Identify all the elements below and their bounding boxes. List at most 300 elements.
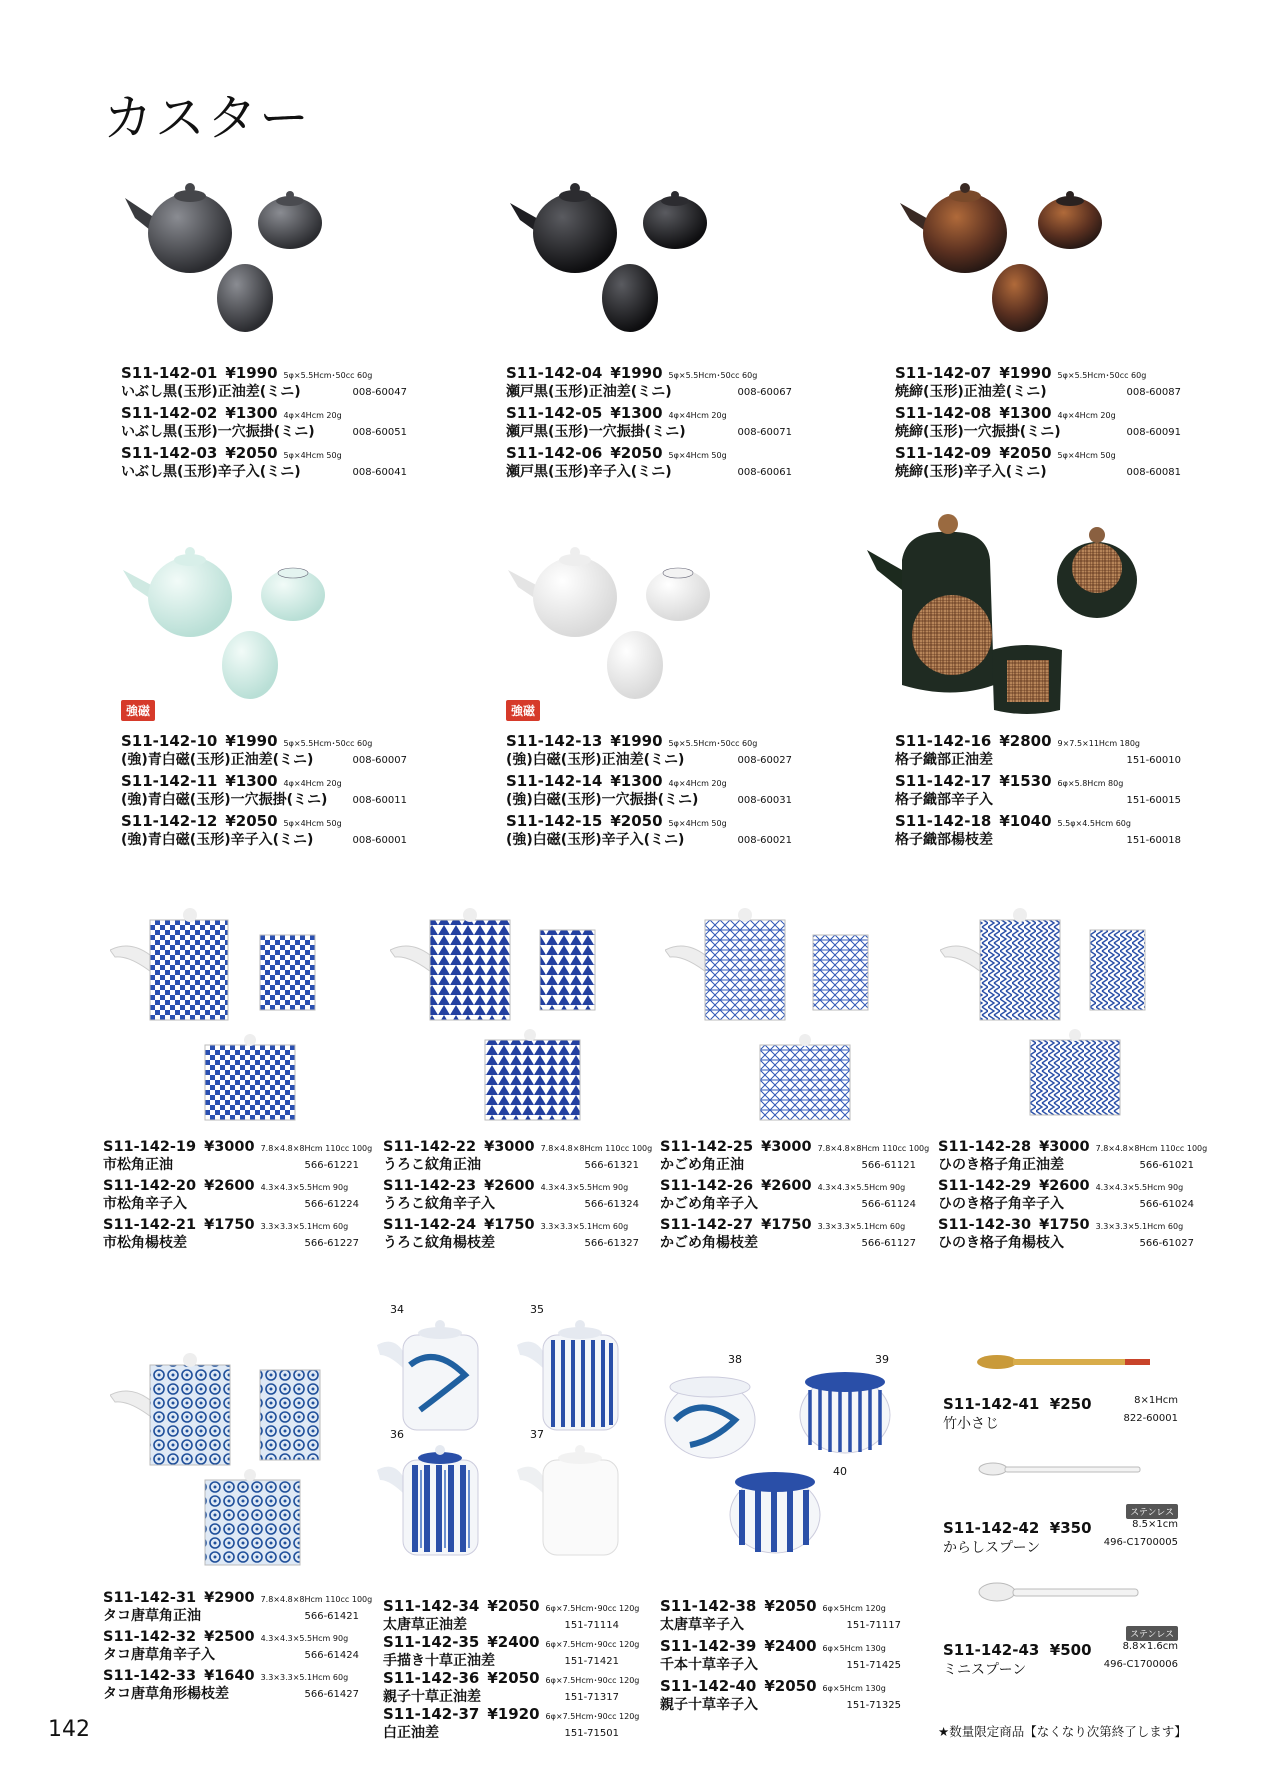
item-jan: 151-71117	[846, 1620, 901, 1631]
item-name: からしスプーン	[943, 1540, 1041, 1556]
item-price: ¥1750	[761, 1217, 812, 1233]
item-spec: 3.3×3.3×5.1Hcm 60g	[540, 1222, 629, 1231]
item-name: (強)青白磁(玉形)辛子入(ミニ)	[121, 832, 314, 848]
product-item	[506, 405, 796, 441]
product-photo-tako-karakusa	[110, 1340, 330, 1570]
item-name: いぶし黒(玉形)辛子入(ミニ)	[121, 464, 301, 480]
product-photo-tegaki-tokusa-shoyu	[515, 1315, 635, 1435]
item-jan: 008-60051	[352, 427, 407, 438]
product-photo-oyako-tokusa-karashi	[720, 1460, 830, 1560]
item-name: 親子十草正油差	[383, 1689, 481, 1705]
item-code: S11-142-11	[121, 772, 218, 790]
product-item	[103, 1178, 363, 1213]
item-name: いぶし黒(玉形)正油差(ミニ)	[121, 384, 301, 400]
product-item	[383, 1217, 643, 1252]
product-item	[383, 1669, 640, 1706]
item-jan: 151-60015	[1126, 795, 1181, 806]
item-price: ¥2050	[764, 1597, 817, 1615]
group-yakishime	[895, 365, 1185, 485]
item-jan: 151-71425	[846, 1660, 901, 1671]
item-spec: 5φ×5.5Hcm･50cc 60g	[283, 739, 373, 748]
badge-kyoji: 強磁	[506, 700, 540, 721]
item-jan: 566-61327	[584, 1238, 639, 1249]
item-jan: 566-61324	[584, 1199, 639, 1210]
product-item	[660, 1139, 930, 1174]
product-item	[103, 1629, 363, 1664]
product-item	[506, 813, 796, 849]
item-price: ¥1300	[610, 404, 663, 422]
item-name: 瀬戸黒(玉形)一穴振掛(ミニ)	[506, 424, 686, 440]
item-price: ¥2050	[764, 1677, 817, 1695]
product-item	[103, 1590, 373, 1625]
item-jan: 566-61127	[861, 1238, 916, 1249]
product-item	[938, 1178, 1198, 1213]
product-item	[103, 1668, 363, 1703]
item-price: ¥1990	[225, 364, 278, 382]
item-code: S11-142-31	[103, 1590, 197, 1606]
item-spec: 7.8×4.8×8Hcm 110cc 100g	[1095, 1144, 1208, 1153]
product-item	[895, 405, 1185, 441]
product-item	[383, 1633, 640, 1670]
product-photo-oyako-tokusa-shoyu	[375, 1440, 495, 1560]
item-spec: 6φ×5Hcm 120g	[822, 1604, 886, 1613]
item-price: ¥1300	[999, 404, 1052, 422]
item-jan: 151-71421	[564, 1656, 619, 1667]
item-code: S11-142-35	[383, 1633, 480, 1651]
item-jan: 566-61424	[304, 1650, 359, 1661]
item-spec: 5.5φ×4.5Hcm 60g	[1057, 819, 1131, 828]
item-code: S11-142-23	[383, 1178, 477, 1194]
item-price: ¥2050	[610, 812, 663, 830]
group-hinoki-koshi	[938, 1139, 1208, 1256]
item-code: S11-142-10	[121, 732, 218, 750]
item-name: (強)青白磁(玉形)正油差(ミニ)	[121, 752, 314, 768]
item-spec: 4.3×4.3×5.5Hcm 90g	[260, 1634, 349, 1643]
item-price: ¥1990	[999, 364, 1052, 382]
group-hakuji	[506, 733, 796, 853]
item-jan: 566-61221	[304, 1160, 359, 1171]
badge-kyoji: 強磁	[121, 700, 155, 721]
item-name: かごめ角楊枝差	[660, 1235, 758, 1251]
item-spec: 4.3×4.3×5.5Hcm 90g	[540, 1183, 629, 1192]
product-item	[103, 1139, 373, 1174]
item-spec: 9×7.5×11Hcm 180g	[1057, 739, 1141, 748]
product-item	[895, 365, 1185, 401]
item-name: かごめ角辛子入	[660, 1196, 758, 1212]
photo-number: 35	[530, 1303, 544, 1316]
item-code: S11-142-16	[895, 732, 992, 750]
product-item	[895, 445, 1185, 481]
item-name: タコ唐草角形楊枝差	[103, 1686, 229, 1702]
item-spec: 8×1Hcm	[1134, 1395, 1178, 1406]
item-spec: 4φ×4Hcm 20g	[1057, 411, 1116, 420]
item-price: ¥1750	[1039, 1217, 1090, 1233]
item-name: ひのき格子角辛子入	[938, 1196, 1064, 1212]
item-price: ¥2600	[484, 1178, 535, 1194]
item-name: ひのき格子角正油差	[938, 1157, 1064, 1173]
item-jan: 008-60081	[1126, 467, 1181, 478]
item-name: (強)白磁(玉形)辛子入(ミニ)	[506, 832, 685, 848]
item-price: ¥2400	[487, 1633, 540, 1651]
item-code: S11-142-15	[506, 812, 603, 830]
item-code: S11-142-18	[895, 812, 992, 830]
item-jan: 151-60018	[1126, 835, 1181, 846]
item-spec: 3.3×3.3×5.1Hcm 60g	[1095, 1222, 1184, 1231]
item-jan: 008-60071	[737, 427, 792, 438]
item-jan: 008-60031	[737, 795, 792, 806]
item-name: ミニスプーン	[943, 1662, 1027, 1678]
product-item	[121, 445, 411, 481]
item-price: ¥1300	[610, 772, 663, 790]
item-jan: 566-61421	[304, 1611, 359, 1622]
item-price: ¥3000	[204, 1139, 255, 1155]
item-jan: 008-60011	[352, 795, 407, 806]
item-code: S11-142-40	[660, 1677, 757, 1695]
item-name: うろこ紋角辛子入	[383, 1196, 495, 1212]
item-code: S11-142-36	[383, 1669, 480, 1687]
item-code: S11-142-06	[506, 444, 603, 462]
item-code: S11-142-17	[895, 772, 992, 790]
item-spec: 7.8×4.8×8Hcm 110cc 100g	[540, 1144, 653, 1153]
product-item	[895, 733, 1185, 769]
photo-number: 38	[728, 1353, 742, 1366]
item-code: S11-142-08	[895, 404, 992, 422]
item-code: S11-142-34	[383, 1597, 480, 1615]
product-photo-yakishime	[890, 168, 1130, 348]
item-spec: 5φ×5.5Hcm･50cc 60g	[668, 739, 758, 748]
product-item	[103, 1217, 363, 1252]
item-code: S11-142-07	[895, 364, 992, 382]
item-jan: 008-60087	[1126, 387, 1181, 398]
item-jan: 566-61224	[304, 1199, 359, 1210]
photo-number: 37	[530, 1428, 544, 1441]
item-code: S11-142-21	[103, 1217, 197, 1233]
item-name: (強)白磁(玉形)一穴振掛(ミニ)	[506, 792, 699, 808]
item-spec: 7.8×4.8×8Hcm 110cc 100g	[260, 1595, 373, 1604]
item-jan: 566-61321	[584, 1160, 639, 1171]
item-code: S11-142-25	[660, 1139, 754, 1155]
product-item	[121, 365, 411, 401]
item-jan: 008-60047	[352, 387, 407, 398]
product-photo-kagome	[665, 895, 885, 1125]
item-spec: 3.3×3.3×5.1Hcm 60g	[260, 1222, 349, 1231]
product-photo-futo-karakusa-shoyu	[375, 1315, 495, 1435]
item-jan: 151-71325	[846, 1700, 901, 1711]
group-seto-black	[506, 365, 796, 485]
item-spec: 4φ×4Hcm 20g	[283, 411, 342, 420]
page-number: 142	[48, 1717, 90, 1742]
item-price: ¥350	[1049, 1519, 1092, 1537]
item-name: うろこ紋角正油	[383, 1157, 481, 1173]
item-spec: 5φ×5.5Hcm･50cc 60g	[283, 371, 373, 380]
product-photo-mini-spoon	[975, 1580, 1145, 1606]
item-name: 千本十草辛子入	[660, 1657, 758, 1673]
item-name: 格子織部辛子入	[895, 792, 993, 808]
item-jan: 008-60091	[1126, 427, 1181, 438]
item-code: S11-142-37	[383, 1705, 480, 1723]
item-code: S11-142-13	[506, 732, 603, 750]
product-photo-shiro-shoyu	[515, 1440, 635, 1560]
item-code: S11-142-12	[121, 812, 218, 830]
item-price: ¥250	[1049, 1395, 1092, 1413]
product-photo-hakuji	[500, 535, 740, 715]
photo-number: 36	[390, 1428, 404, 1441]
item-name: 焼締(玉形)一穴振掛(ミニ)	[895, 424, 1061, 440]
product-item	[121, 813, 411, 849]
item-code: S11-142-43	[943, 1641, 1040, 1659]
item-name: (強)青白磁(玉形)一穴振掛(ミニ)	[121, 792, 328, 808]
item-jan: 151-71114	[564, 1620, 619, 1631]
item-spec: 5φ×4Hcm 50g	[668, 451, 727, 460]
item-name: (強)白磁(玉形)正油差(ミニ)	[506, 752, 685, 768]
product-item	[660, 1638, 905, 1674]
item-code: S11-142-14	[506, 772, 603, 790]
item-jan: 008-60067	[737, 387, 792, 398]
item-spec: 5φ×5.5Hcm･50cc 60g	[668, 371, 758, 380]
item-price: ¥2900	[204, 1590, 255, 1606]
product-item	[660, 1217, 920, 1252]
item-jan: 822-60001	[1123, 1413, 1178, 1424]
item-name: 焼締(玉形)辛子入(ミニ)	[895, 464, 1047, 480]
item-spec: 4.3×4.3×5.5Hcm 90g	[1095, 1183, 1184, 1192]
item-price: ¥2600	[204, 1178, 255, 1194]
product-item	[121, 733, 411, 769]
item-name: タコ唐草角正油	[103, 1608, 201, 1624]
item-price: ¥1990	[610, 732, 663, 750]
item-price: ¥1990	[225, 732, 278, 750]
product-photo-futo-karakusa-karashi	[655, 1365, 765, 1465]
product-item	[506, 445, 796, 481]
item-jan: 008-60027	[737, 755, 792, 766]
product-item	[121, 773, 411, 809]
item-jan: 151-71501	[564, 1728, 619, 1739]
product-item	[383, 1178, 643, 1213]
item-jan: 566-61024	[1139, 1199, 1194, 1210]
item-spec: 6φ×7.5Hcm･90cc 120g	[545, 1604, 640, 1613]
product-photo-seihakuji	[115, 535, 355, 715]
item-price: ¥1040	[999, 812, 1052, 830]
item-price: ¥1640	[204, 1668, 255, 1684]
product-photo-ichimatsu	[110, 895, 330, 1125]
item-code: S11-142-26	[660, 1178, 754, 1194]
group-tako-karakusa	[103, 1590, 373, 1707]
item-name: 太唐草辛子入	[660, 1617, 744, 1633]
item-price: ¥2050	[487, 1669, 540, 1687]
item-spec: 4φ×4Hcm 20g	[283, 779, 342, 788]
item-jan: 151-60010	[1126, 755, 1181, 766]
spoon-item	[943, 1395, 1178, 1433]
photo-number: 40	[833, 1465, 847, 1478]
page-title: カスター	[103, 89, 311, 147]
group-shoyu-sashi	[383, 1597, 640, 1742]
item-name: 市松角正油	[103, 1157, 173, 1173]
item-spec: 6φ×7.5Hcm･90cc 120g	[545, 1640, 640, 1649]
item-spec: 3.3×3.3×5.1Hcm 60g	[817, 1222, 906, 1231]
item-price: ¥1750	[484, 1217, 535, 1233]
item-price: ¥3000	[484, 1139, 535, 1155]
product-item	[383, 1705, 640, 1742]
item-code: S11-142-27	[660, 1217, 754, 1233]
group-seihakuji	[121, 733, 411, 853]
item-spec: 4.3×4.3×5.5Hcm 90g	[260, 1183, 349, 1192]
item-name: 市松角辛子入	[103, 1196, 187, 1212]
item-code: S11-142-03	[121, 444, 218, 462]
item-code: S11-142-05	[506, 404, 603, 422]
item-name: いぶし黒(玉形)一穴振掛(ミニ)	[121, 424, 315, 440]
material-tag: ステンレス	[1126, 1504, 1178, 1519]
item-name: 瀬戸黒(玉形)辛子入(ミニ)	[506, 464, 672, 480]
item-code: S11-142-01	[121, 364, 218, 382]
item-price: ¥3000	[761, 1139, 812, 1155]
item-spec: 6φ×5.8Hcm 80g	[1057, 779, 1124, 788]
item-price: ¥2050	[487, 1597, 540, 1615]
item-price: ¥2050	[610, 444, 663, 462]
item-jan: 496-C1700005	[1103, 1537, 1178, 1548]
product-photo-koshi-oribe	[862, 510, 1142, 720]
item-name: タコ唐草角辛子入	[103, 1647, 215, 1663]
item-price: ¥1920	[487, 1705, 540, 1723]
product-item	[506, 773, 796, 809]
item-spec: 5φ×5.5Hcm･50cc 60g	[1057, 371, 1147, 380]
product-photo-bamboo-spoon	[975, 1350, 1155, 1380]
item-spec: 5φ×4Hcm 50g	[283, 451, 342, 460]
item-spec: 4.3×4.3×5.5Hcm 90g	[817, 1183, 906, 1192]
group-kagome	[660, 1139, 930, 1256]
item-name: 白正油差	[383, 1725, 439, 1741]
item-code: S11-142-41	[943, 1395, 1040, 1413]
item-price: ¥2600	[761, 1178, 812, 1194]
product-item	[383, 1597, 640, 1634]
item-jan: 008-60061	[737, 467, 792, 478]
product-photo-ibushi-black	[115, 168, 355, 348]
item-jan: 566-61021	[1139, 1160, 1194, 1171]
item-spec: 5φ×4Hcm 50g	[668, 819, 727, 828]
item-spec: 4φ×4Hcm 20g	[668, 411, 727, 420]
item-name: 親子十草辛子入	[660, 1697, 758, 1713]
product-item	[660, 1598, 905, 1634]
item-jan: 008-60021	[737, 835, 792, 846]
product-item	[660, 1178, 920, 1213]
item-price: ¥2050	[225, 812, 278, 830]
item-jan: 566-61227	[304, 1238, 359, 1249]
item-code: S11-142-33	[103, 1668, 197, 1684]
item-spec: 5φ×4Hcm 50g	[283, 819, 342, 828]
item-code: S11-142-02	[121, 404, 218, 422]
item-code: S11-142-22	[383, 1139, 477, 1155]
item-code: S11-142-28	[938, 1139, 1032, 1155]
item-code: S11-142-32	[103, 1629, 197, 1645]
product-item	[660, 1678, 905, 1714]
item-price: ¥2800	[999, 732, 1052, 750]
product-item	[938, 1139, 1208, 1174]
item-jan: 566-61121	[861, 1160, 916, 1171]
item-name: 格子織部楊枝差	[895, 832, 993, 848]
group-koshi-oribe	[895, 733, 1185, 853]
product-item	[506, 733, 796, 769]
item-name: 瀬戸黒(玉形)正油差(ミニ)	[506, 384, 672, 400]
item-spec: 7.8×4.8×8Hcm 110cc 100g	[260, 1144, 373, 1153]
item-name: 焼締(玉形)正油差(ミニ)	[895, 384, 1047, 400]
item-code: S11-142-29	[938, 1178, 1032, 1194]
item-price: ¥1530	[999, 772, 1052, 790]
product-photo-uroko	[390, 895, 610, 1125]
item-spec: 6φ×7.5Hcm･90cc 120g	[545, 1676, 640, 1685]
product-item	[383, 1139, 653, 1174]
item-price: ¥1300	[225, 404, 278, 422]
group-ibushi-black	[121, 365, 411, 485]
item-spec: 6φ×7.5Hcm･90cc 120g	[545, 1712, 640, 1721]
item-spec: 4φ×4Hcm 20g	[668, 779, 727, 788]
item-price: ¥500	[1049, 1641, 1092, 1659]
item-jan: 151-71317	[564, 1692, 619, 1703]
item-jan: 566-61027	[1139, 1238, 1194, 1249]
item-name: ひのき格子角楊枝入	[938, 1235, 1064, 1251]
item-price: ¥2500	[204, 1629, 255, 1645]
item-name: 格子織部正油差	[895, 752, 993, 768]
group-uroko	[383, 1139, 653, 1256]
item-jan: 008-60007	[352, 755, 407, 766]
item-code: S11-142-20	[103, 1178, 197, 1194]
item-code: S11-142-30	[938, 1217, 1032, 1233]
item-price: ¥1300	[225, 772, 278, 790]
product-photo-seto-black	[500, 168, 740, 348]
product-item	[506, 365, 796, 401]
item-spec: 6φ×5Hcm 130g	[822, 1644, 886, 1653]
item-code: S11-142-04	[506, 364, 603, 382]
item-spec: 3.3×3.3×5.1Hcm 60g	[260, 1673, 349, 1682]
product-item	[895, 813, 1185, 849]
item-spec: 8.5×1cm	[1132, 1519, 1178, 1530]
item-name: うろこ紋角楊枝差	[383, 1235, 495, 1251]
item-jan: 008-60041	[352, 467, 407, 478]
item-jan: 008-60001	[352, 835, 407, 846]
spoon-item	[943, 1622, 1178, 1679]
item-spec: 5φ×4Hcm 50g	[1057, 451, 1116, 460]
item-spec: 7.8×4.8×8Hcm 110cc 100g	[817, 1144, 930, 1153]
item-code: S11-142-38	[660, 1597, 757, 1615]
item-name: 市松角楊枝差	[103, 1235, 187, 1251]
item-code: S11-142-42	[943, 1519, 1040, 1537]
item-spec: 8.8×1.6cm	[1122, 1641, 1178, 1652]
item-jan: 566-61124	[861, 1199, 916, 1210]
item-price: ¥2050	[225, 444, 278, 462]
item-price: ¥2400	[764, 1637, 817, 1655]
item-name: 手描き十草正油差	[383, 1653, 495, 1669]
photo-number: 34	[390, 1303, 404, 1316]
item-name: かごめ角正油	[660, 1157, 744, 1173]
spoon-item	[943, 1500, 1178, 1557]
item-price: ¥2050	[999, 444, 1052, 462]
product-item	[938, 1217, 1198, 1252]
item-jan: 566-61427	[304, 1689, 359, 1700]
item-name: 竹小さじ	[943, 1416, 999, 1432]
product-item	[895, 773, 1185, 809]
footnote: ★数量限定商品【なくなり次第終了します】	[938, 1724, 1187, 1739]
group-karashi-ire	[660, 1598, 905, 1718]
item-code: S11-142-09	[895, 444, 992, 462]
item-name: 太唐草正油差	[383, 1617, 467, 1633]
product-item	[121, 405, 411, 441]
photo-number: 39	[875, 1353, 889, 1366]
item-code: S11-142-39	[660, 1637, 757, 1655]
item-price: ¥2600	[1039, 1178, 1090, 1194]
item-price: ¥1990	[610, 364, 663, 382]
item-code: S11-142-19	[103, 1139, 197, 1155]
product-photo-karashi-spoon	[975, 1460, 1145, 1482]
material-tag: ステンレス	[1126, 1626, 1178, 1641]
item-spec: 6φ×5Hcm 130g	[822, 1684, 886, 1693]
item-jan: 496-C1700006	[1103, 1659, 1178, 1670]
